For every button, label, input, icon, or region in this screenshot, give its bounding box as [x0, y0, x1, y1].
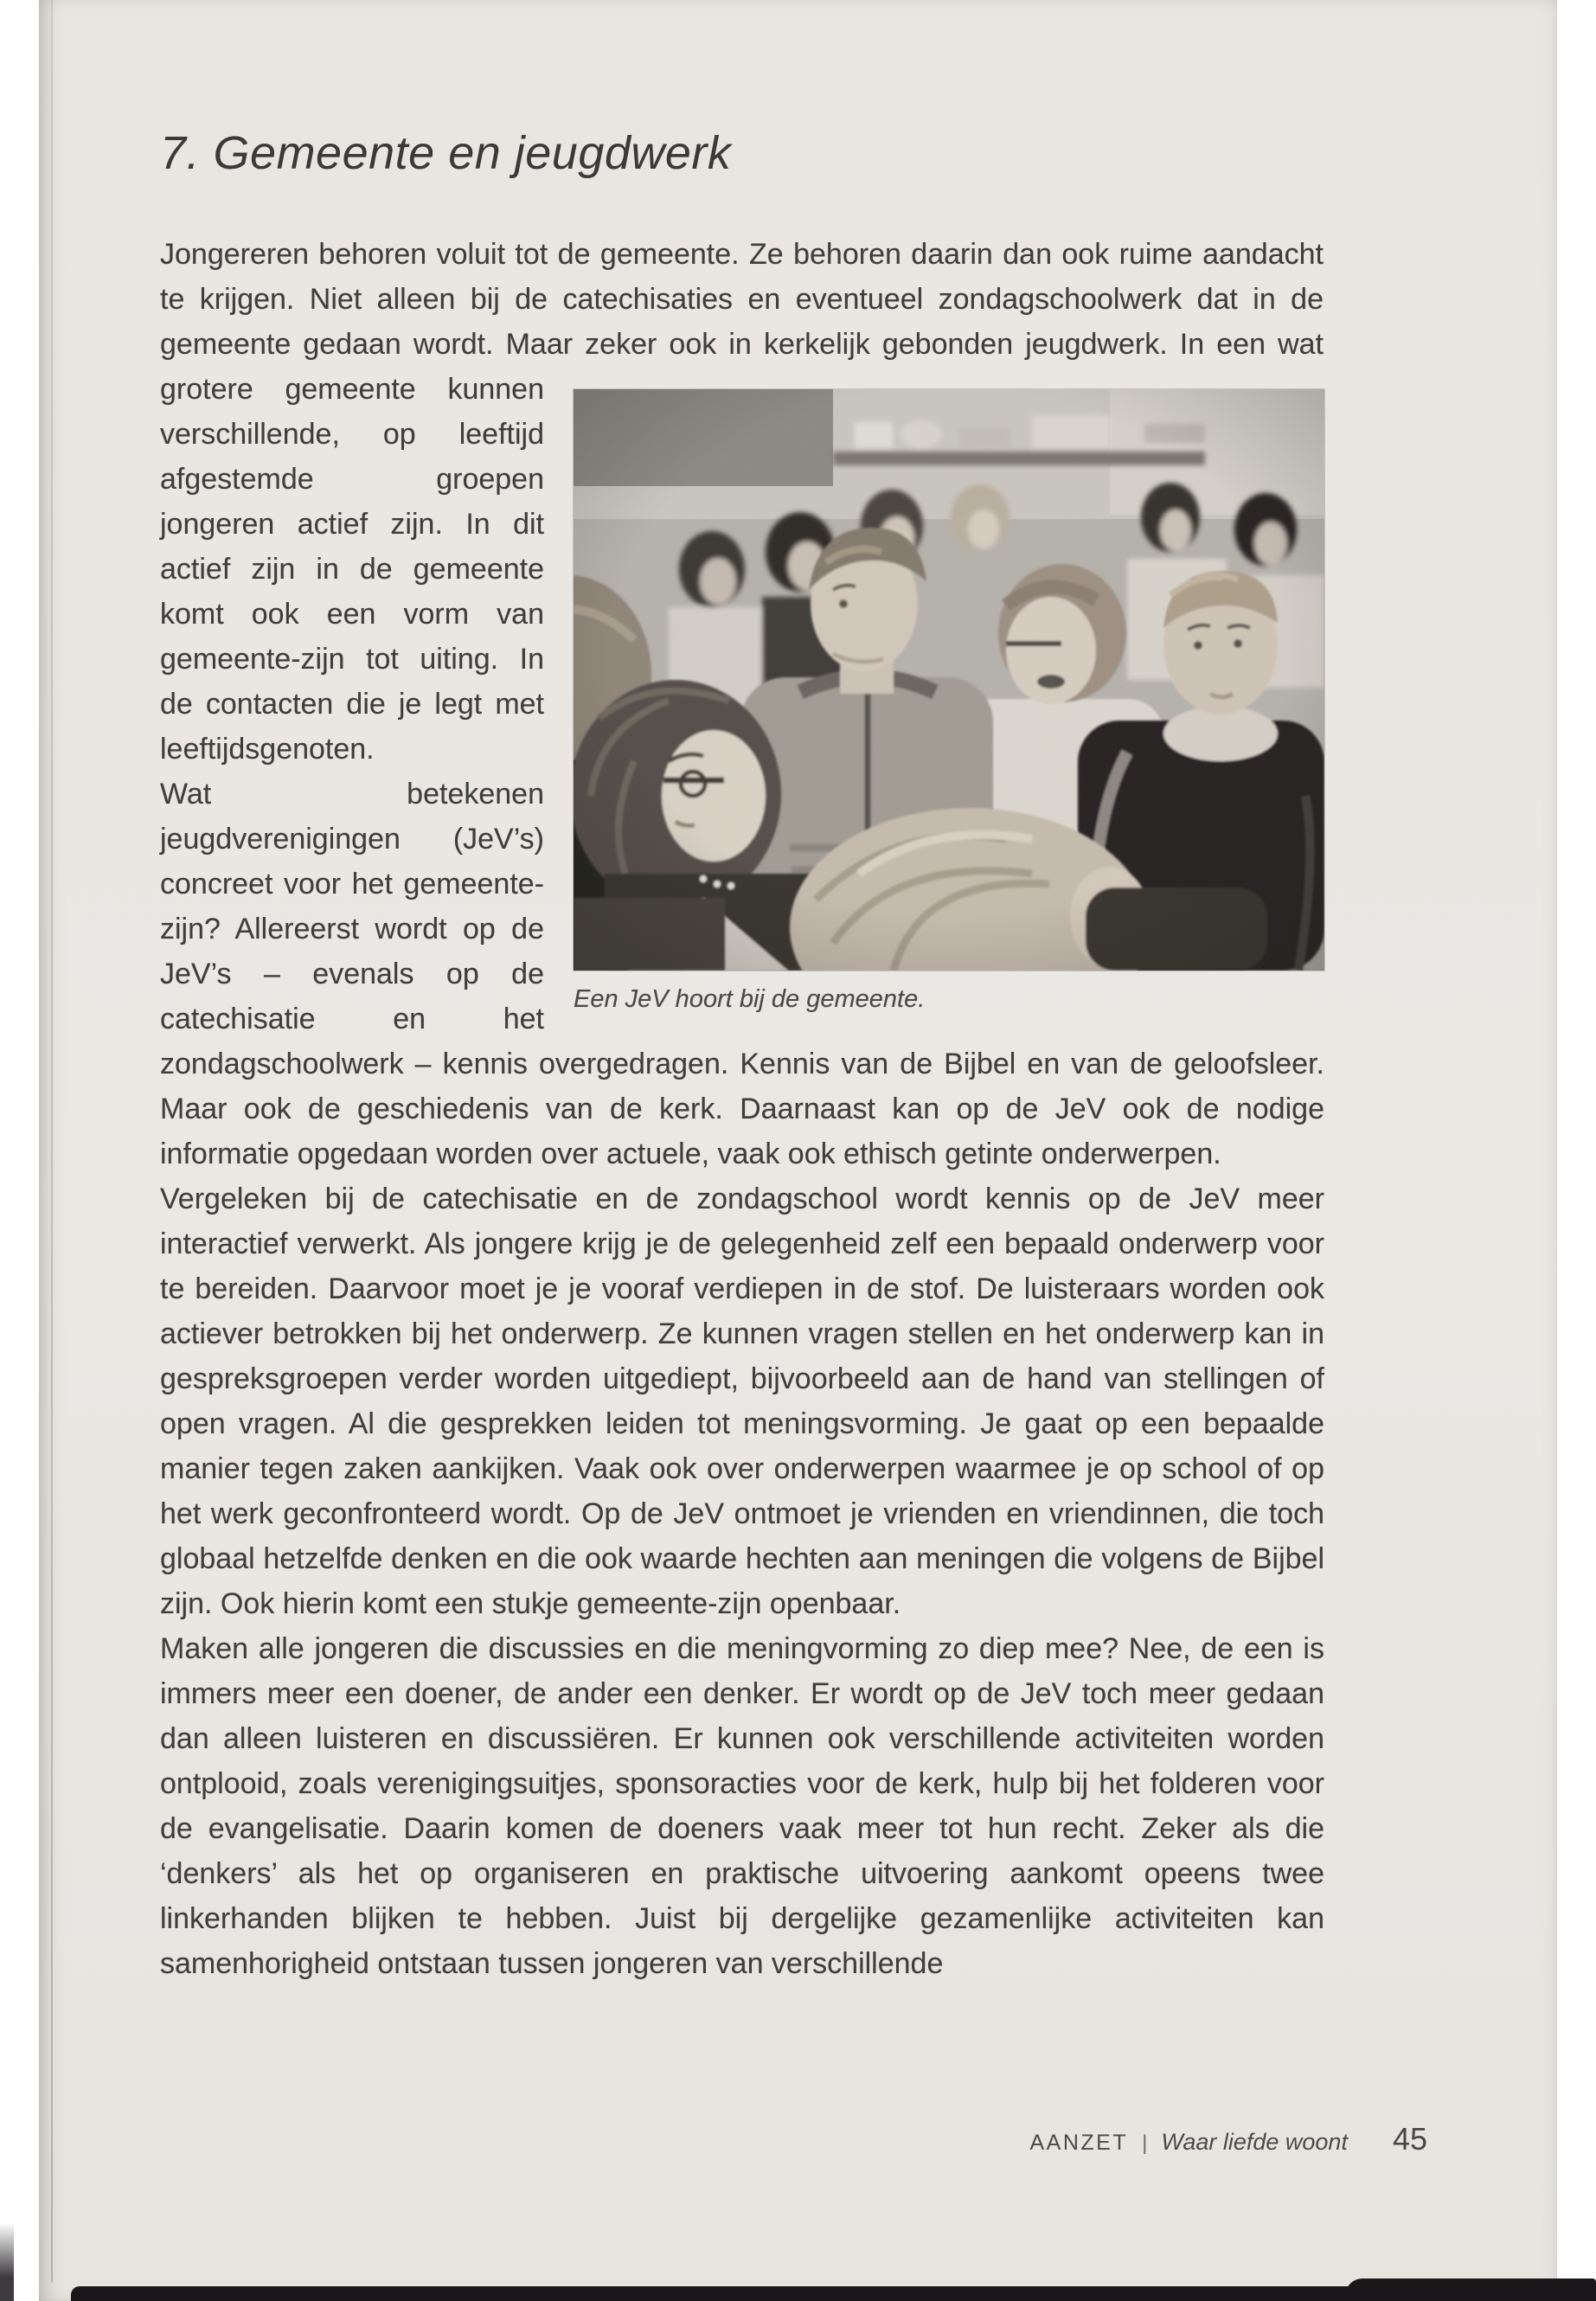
footer-book-title: AANZET	[1029, 2131, 1129, 2155]
crowd-photo	[574, 389, 1324, 971]
photo-figure	[574, 389, 1324, 1016]
crowd-photo-illustration	[574, 389, 1324, 971]
footer-separator: |	[1142, 2131, 1148, 2155]
paragraph-1: Jongereren behoren voluit tot de gemeente. Ze behoren daarin dan ook ruime aandacht te krijgen. Niet alleen bij de catechisaties en eventueel zondagschoolwerk dat in de gemeente gedaan wordt. Maar zeker ook in kerkelijk gebonden jeugdwerk. In een wat grotere gemeente kunnen verschillende, op leeftijd afgestemde groepen jongeren actief zijn. In dit actief zijn in de gemeente komt ook een vorm van gemeente-zijn tot uiting. In de contacten die je legt met leeftijdsgenoten.	[160, 238, 1324, 766]
scan-edge-shadow	[71, 2286, 1596, 2301]
paragraph-3: Vergeleken bij de catechisatie en de zondagschool wordt kennis op de JeV meer interactief verwerkt. Als jongere krijg je de gelegenheid zelf een bepaald onderwerp voor te bereiden. Daarvoor moet je je vooraf verdiepen in de stof. De luisteraars worden ook actiever betrokken bij het onderwerp. Ze kunnen vragen stellen en het onderwerp kan in gespreksgroepen verder worden uitgediept, bijvoorbeeld aan de hand van stellingen of open vragen. Al die gesprekken leiden tot meningsvorming. Je gaat op een bepaalde manier tegen zaken aankijken. Vaak ook over onderwerpen waarmee je op school of op het werk geconfronteerd wordt. Op de JeV ontmoet je vrienden en vriendinnen, die toch globaal hetzelfde denken en die ook waarde hechten aan meningen die volgens de Bijbel zijn. Ook hierin komt een stukje gemeente-zijn openbaar.	[160, 1183, 1324, 1620]
page-footer	[1029, 2121, 1427, 2157]
footer-page-number: 45	[1392, 2121, 1427, 2157]
paragraph-2: Wat betekenen jeugdverenigingen (JeV’s) concreet voor het gemeente-zijn? Allereerst wordt op de JeV’s – evenals op de catechisatie en het zondagschoolwerk – kennis overgedragen. Kennis van de Bijbel en van de geloofsleer. Maar ook de geschiedenis van de kerk. Daarnaast kan op de JeV ook de nodige informatie opgedaan worden over actuele, vaak ook ethisch getinte onderwerpen.	[160, 778, 1324, 1170]
chapter-title: 7. Gemeente en jeugdwerk	[160, 127, 732, 179]
book-page	[39, 0, 1557, 2301]
paragraph-4: Maken alle jongeren die discussies en die meningvorming zo diep mee? Nee, de een is immers meer een doener, de ander een denker. Er wordt op de JeV toch meer gedaan dan alleen luisteren en discussiëren. Er kunnen ook verschillende activiteiten worden ontplooid, zoals verenigingsuitjes, sponsoracties voor de kerk, hulp bij het folderen voor de evangelisatie. Daarin komen de doeners vaak meer tot hun recht. Zeker als die ‘denkers’ als het op organiseren en praktische uitvoering aankomt opeens twee linkerhanden blijken te hebben. Juist bij dergelijke gezamenlijke activiteiten kan samenhorigheid ontstaan tussen jongeren van verschillende	[160, 1632, 1324, 1980]
article-body	[160, 232, 1324, 1986]
photo-caption: Een JeV hoort bij de gemeente.	[574, 985, 926, 1013]
footer-chapter-title: Waar liefde woont	[1161, 2129, 1348, 2155]
